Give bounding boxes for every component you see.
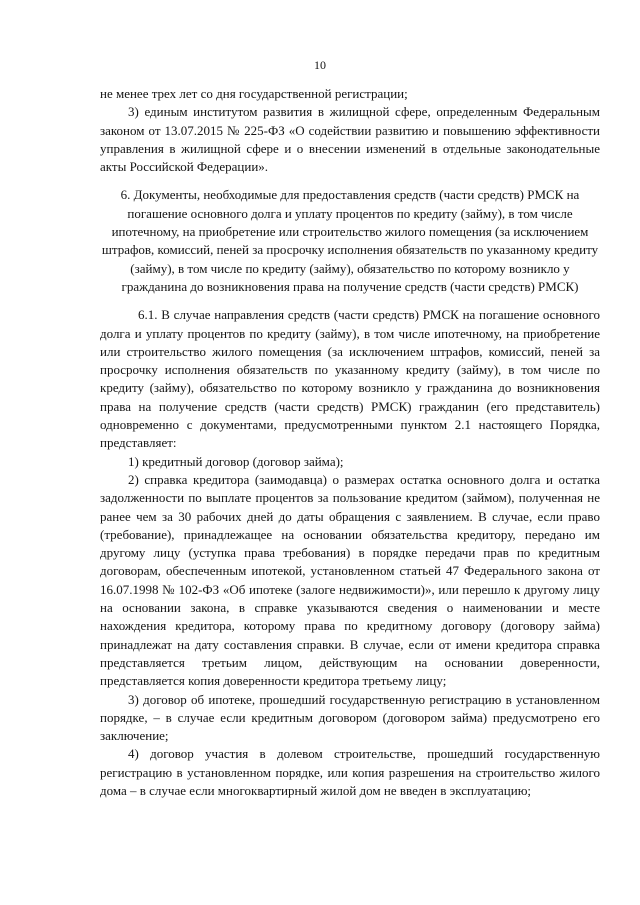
clause-6-1: 6.1. В случае направления средств (части средств) РМСК на погашение основного долга и уплату процентов по кредиту (займу), в том числе ипотечному, на приобретение или строительство жилого помещения (за исключением штрафов, комиссий, пеней за просрочку исполнения обязательств по указанному кредиту (займу), в том числе по кредиту (займу), обязательство по которому возникло у гражданина до возникновения права на получение средств (части средств) РМСК) гражданин (его представитель) одновременно с документами, предусмотренными пунктом 2.1 настоящего Порядка, представляет: bbox=[100, 307, 600, 451]
list-item: 3) договор об ипотеке, прошедший государственную регистрацию в установленном порядке, – в случае если кредитным договором (договором займа) предусмотрено его заключение; bbox=[100, 691, 600, 744]
spacer bbox=[100, 176, 600, 186]
section-heading: 6. Документы, необходимые для предоставления средств (части средств) РМСК на погашение основного долга и уплату процентов по кредиту (займу), в том числе ипотечному, на приобретение или строительство жилого помещения (за исключением штрафов, комиссий, пеней за просрочку исполнения обязательств по указанному кредиту (займу), в том числе по кредиту (займу), обязательство по которому возникло у гражданина до возникновения права на получение средств (части средств) РМСК) bbox=[101, 187, 599, 294]
spacer bbox=[100, 296, 600, 306]
list-item: 1) кредитный договор (договор займа); bbox=[128, 453, 344, 469]
list-item: 4) договор участия в долевом строительстве, прошедший государственную регистрацию в установленном порядке, или копия разрешения на строительство жилого дома – в случае если многоквартирный жилой дом не введен в эксплуатацию; bbox=[100, 746, 600, 798]
page-number: 10 bbox=[314, 58, 326, 72]
paragraph-item-3-institute: 3) единым институтом развития в жилищной сфере, определенным Федеральным законом от 13.07.2015 № 225-ФЗ «О содействии развитию и повышению эффективности управления в жилищной сфере и о внесении изменений в отдельные законодательные акты Российской Федерации». bbox=[100, 104, 600, 175]
continuation-paragraph: не менее трех лет со дня государственной регистрации; bbox=[100, 86, 408, 101]
document-body bbox=[100, 85, 600, 800]
list-item: 2) справка кредитора (заимодавца) о размерах остатка основного долга и остатка задолженности по выплате процентов за пользование кредитом (займом), полученная не ранее чем за 30 рабочих дней до даты обращения с заявлением. В случае, если право (требование), принадлежащее на основании обязательства кредитору, передано им другому лицу (уступка права требования) в порядке передачи прав по кредитным договорам, обеспеченным ипотекой, установленном статьей 47 Федерального закона от 16.07.1998 № 102-ФЗ «Об ипотеке (залоге недвижимости)», или перешло к другому лицу на основании закона, в справке указываются сведения о наименовании и месте нахождения кредитора, которому права по кредитному договору (договору займа) принадлежат на дату составления справки. В случае, если от имени кредитора справка представляется третьим лицом, действующим на основании доверенности, представляется копия доверенности кредитора третьему лицу; bbox=[100, 471, 600, 689]
